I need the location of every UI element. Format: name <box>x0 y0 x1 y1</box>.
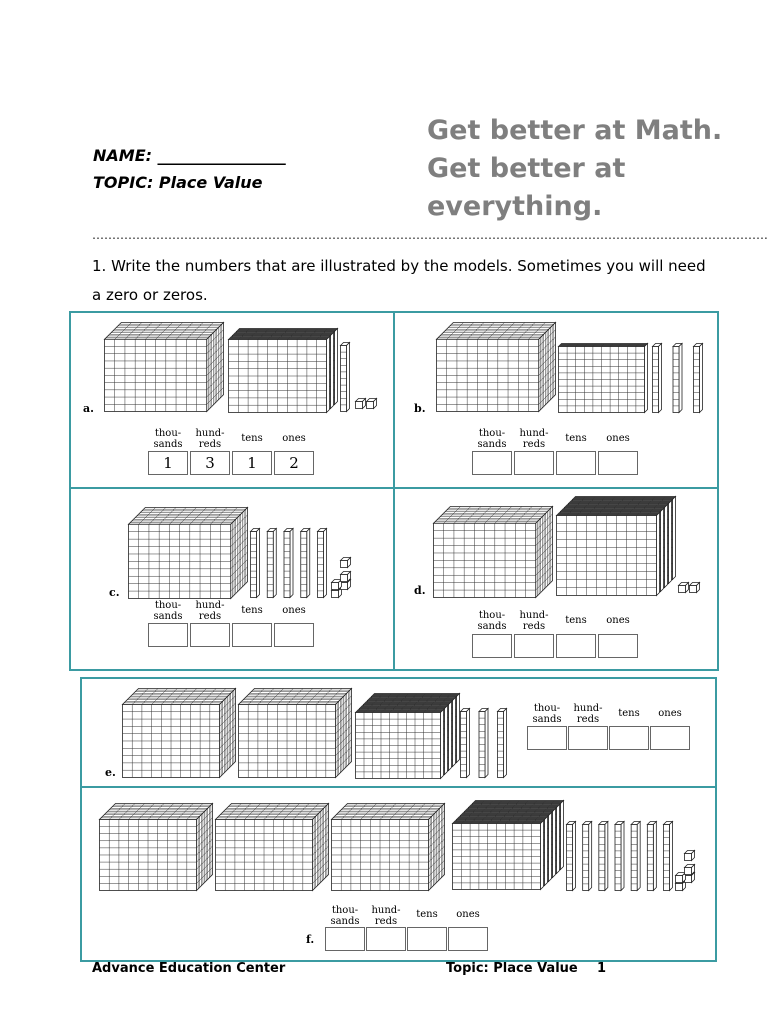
topic-label: TOPIC: Place Value <box>93 173 263 192</box>
thousand-cube <box>99 803 213 891</box>
answer-tens[interactable] <box>556 451 596 475</box>
problem-letter: e. <box>105 766 116 779</box>
header-tens: tens <box>565 433 587 444</box>
header-ones: ones <box>282 433 306 444</box>
header-ones: ones <box>658 708 682 719</box>
thousand-cube <box>215 803 329 891</box>
answer-thousands[interactable] <box>325 927 365 951</box>
hundred-flats <box>355 693 460 779</box>
answer-hundreds[interactable] <box>514 634 554 658</box>
slogan <box>427 112 757 226</box>
unit-cubes <box>678 582 708 596</box>
footer-left: Advance Education Center <box>92 961 286 976</box>
problem-letter: a. <box>83 402 94 415</box>
instruction-text: 1. Write the numbers that are illustrated by the models. Sometimes you will need a zero or zeros. <box>92 257 706 304</box>
header-ones: ones <box>606 433 630 444</box>
answer-thousands[interactable] <box>472 634 512 658</box>
thousand-cube <box>331 803 445 891</box>
answer-hundreds[interactable] <box>514 451 554 475</box>
header-tens: tens <box>241 433 263 444</box>
panel-divider-vertical <box>393 311 395 671</box>
answer-ones[interactable] <box>598 634 638 658</box>
problem-letter: c. <box>109 586 120 599</box>
footer-page-number: 1 <box>597 961 607 976</box>
answer-ones[interactable]: 2 <box>274 451 314 475</box>
answer-hundreds[interactable]: 3 <box>190 451 230 475</box>
header-ones: ones <box>606 615 630 626</box>
ten-rod <box>340 342 354 412</box>
header-hundreds: hund- reds <box>195 428 225 450</box>
answer-ones[interactable] <box>274 623 314 647</box>
answer-ones[interactable] <box>598 451 638 475</box>
header-tens: tens <box>565 615 587 626</box>
panel-divider-ef <box>80 786 717 788</box>
header-hundreds: hund- reds <box>519 610 549 632</box>
answer-tens[interactable] <box>232 623 272 647</box>
answer-hundreds[interactable] <box>190 623 230 647</box>
panel-divider-horizontal <box>69 487 719 489</box>
ten-rods <box>652 343 702 413</box>
thousand-cube <box>433 506 553 598</box>
thousand-cube <box>436 322 556 412</box>
answer-hundreds[interactable] <box>366 927 406 951</box>
footer-right: Topic: Place Value <box>446 961 578 976</box>
answer-thousands[interactable] <box>472 451 512 475</box>
header-thousands: thou- sands <box>153 428 183 450</box>
hundred-flats <box>556 496 676 596</box>
header-hundreds: hund- reds <box>573 703 603 725</box>
header-thousands: thou- sands <box>477 428 507 450</box>
answer-tens[interactable] <box>609 726 649 750</box>
answer-tens[interactable] <box>556 634 596 658</box>
thousand-cube <box>238 688 352 778</box>
unit-cubes <box>355 398 385 412</box>
slogan-line-1: Get better at Math. <box>427 115 723 146</box>
unit-cubes <box>331 557 355 599</box>
thousand-cube <box>104 322 224 412</box>
header-thousands: thou- sands <box>153 600 183 622</box>
header-tens: tens <box>416 909 438 920</box>
answer-thousands[interactable]: 1 <box>148 451 188 475</box>
thousand-cube <box>122 688 236 778</box>
header-thousands: thou- sands <box>532 703 562 725</box>
separator-dots: ……………………………………………………………………………………………………………………………………………………. <box>92 228 768 242</box>
answer-ones[interactable] <box>448 927 488 951</box>
header-ones: ones <box>282 605 306 616</box>
problem-letter: d. <box>414 584 426 597</box>
header-hundreds: hund- reds <box>195 600 225 622</box>
ten-rods <box>460 708 506 778</box>
hundred-flats <box>228 328 338 413</box>
answer-hundreds[interactable] <box>568 726 608 750</box>
ten-rods <box>566 821 672 891</box>
problem-letter: f. <box>306 933 315 946</box>
header-thousands: thou- sands <box>330 905 360 927</box>
answer-tens[interactable] <box>407 927 447 951</box>
hundred-flats <box>452 800 564 890</box>
answer-tens[interactable]: 1 <box>232 451 272 475</box>
header-ones: ones <box>456 909 480 920</box>
hundred-flats <box>558 343 648 413</box>
header-thousands: thou- sands <box>477 610 507 632</box>
unit-cubes <box>675 850 699 892</box>
header-hundreds: hund- reds <box>519 428 549 450</box>
answer-thousands[interactable] <box>527 726 567 750</box>
slogan-line-2: Get better at <box>427 153 626 184</box>
name-field-label: NAME: ________________ <box>93 146 286 165</box>
answer-ones[interactable] <box>650 726 690 750</box>
thousand-cube <box>128 507 248 599</box>
ten-rods <box>250 528 326 598</box>
header-tens: tens <box>618 708 640 719</box>
problem-letter: b. <box>414 402 426 415</box>
header-tens: tens <box>241 605 263 616</box>
header-hundreds: hund- reds <box>371 905 401 927</box>
answer-thousands[interactable] <box>148 623 188 647</box>
slogan-line-3: everything. <box>427 191 603 222</box>
